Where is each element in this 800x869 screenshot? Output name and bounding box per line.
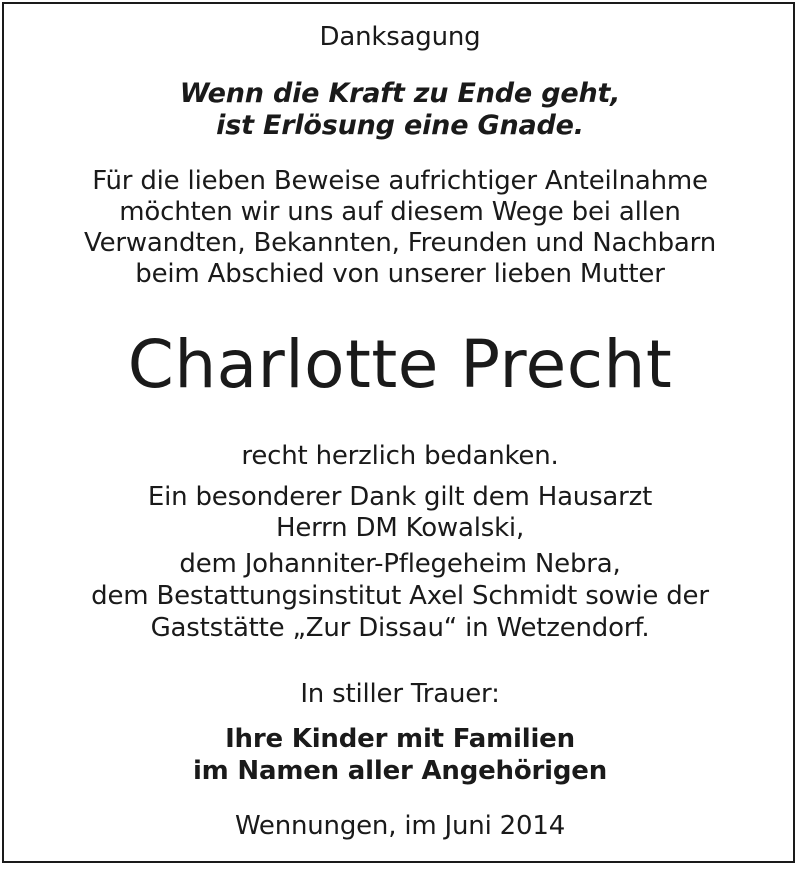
intro-line-4: beim Abschied von unserer lieben Mutter: [135, 259, 665, 289]
thanks-line-5: dem Bestattungsinstitut Axel Schmidt sowie der: [91, 581, 709, 611]
notice-heading: Danksagung: [319, 22, 481, 52]
intro-line-1: Für die lieben Beweise aufrichtiger Anteilnahme: [92, 166, 708, 196]
signatory-line-1: Ihre Kinder mit Familien: [225, 724, 575, 754]
motto-line-1: Wenn die Kraft zu Ende geht,: [179, 78, 621, 109]
thanks-line-6: Gaststätte „Zur Dissau“ in Wetzendorf.: [150, 613, 650, 643]
mourning-label: In stiller Trauer:: [300, 679, 500, 709]
thanks-line-4: dem Johanniter-Pflegeheim Nebra,: [179, 549, 621, 579]
intro-line-2: möchten wir uns auf diesem Wege bei allen: [119, 197, 681, 227]
thanks-line-3: Herrn DM Kowalski,: [275, 513, 525, 543]
intro-line-3: Verwandten, Bekannten, Freunden und Nachbarn: [84, 228, 716, 258]
signatory-line-2: im Namen aller Angehörigen: [192, 756, 608, 786]
thanks-line-2: Ein besonderer Dank gilt dem Hausarzt: [147, 482, 653, 512]
thanks-line-1: recht herzlich bedanken.: [241, 441, 559, 471]
place-date: Wennungen, im Juni 2014: [234, 811, 566, 841]
motto-line-2: ist Erlösung eine Gnade.: [216, 110, 584, 141]
deceased-name: Charlotte Precht: [127, 326, 673, 403]
